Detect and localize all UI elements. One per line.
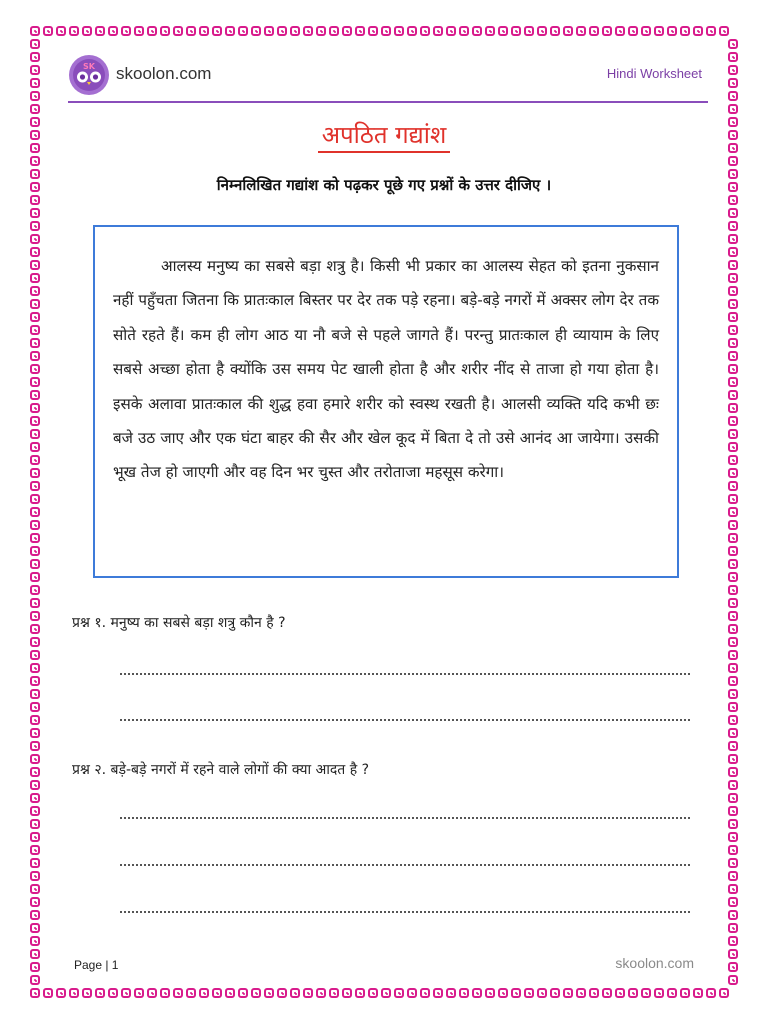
border-ornament-icon: [381, 988, 391, 998]
border-ornament-icon: [537, 26, 547, 36]
question-1: प्रश्न १. मनुष्य का सबसे बड़ा शत्रु कौन है ?: [72, 615, 286, 631]
border-ornament-icon: [30, 858, 40, 868]
border-ornament-icon: [30, 793, 40, 803]
border-ornament-icon: [30, 299, 40, 309]
border-ornament-icon: [342, 26, 352, 36]
border-ornament-icon: [728, 104, 738, 114]
border-ornament-icon: [728, 325, 738, 335]
border-ornament-icon: [420, 988, 430, 998]
border-ornament-icon: [30, 39, 40, 49]
border-ornament-icon: [693, 26, 703, 36]
border-ornament-icon: [615, 26, 625, 36]
border-ornament-icon: [728, 403, 738, 413]
border-ornament-icon: [728, 208, 738, 218]
border-ornament-icon: [30, 637, 40, 647]
border-ornament-icon: [728, 741, 738, 751]
border-ornament-icon: [186, 988, 196, 998]
question-2: प्रश्न २. बड़े-बड़े नगरों में रहने वाले लोगों की क्या आदत है ?: [72, 762, 370, 778]
border-ornament-icon: [329, 988, 339, 998]
border-ornament-icon: [225, 988, 235, 998]
border-ornament-icon: [728, 65, 738, 75]
border-ornament-icon: [69, 26, 79, 36]
border-ornament-icon: [485, 988, 495, 998]
border-ornament-icon: [728, 936, 738, 946]
border-ornament-icon: [728, 260, 738, 270]
border-ornament-icon: [303, 988, 313, 998]
border-ornament-icon: [706, 988, 716, 998]
border-ornament-icon: [251, 26, 261, 36]
border-ornament-icon: [30, 923, 40, 933]
border-ornament-icon: [264, 988, 274, 998]
border-ornament-icon: [728, 468, 738, 478]
border-ornament-icon: [472, 988, 482, 998]
border-ornament-icon: [134, 988, 144, 998]
instruction-text: निम्नलिखित गद्यांश को पढ़कर पूछे गए प्रश्नों के उत्तर दीजिए ।: [216, 176, 552, 194]
border-ornament-icon: [680, 26, 690, 36]
border-ornament-icon: [728, 429, 738, 439]
answer-line-q2-1[interactable]: [120, 817, 690, 819]
border-ornament-icon: [147, 26, 157, 36]
border-ornament-icon: [728, 52, 738, 62]
border-ornament-icon: [30, 884, 40, 894]
passage-box: [93, 225, 679, 578]
border-ornament-icon: [30, 533, 40, 543]
border-ornament-icon: [602, 988, 612, 998]
border-ornament-icon: [30, 364, 40, 374]
border-ornament-icon: [728, 689, 738, 699]
border-ornament-icon: [30, 819, 40, 829]
border-ornament-icon: [199, 26, 209, 36]
border-ornament-icon: [173, 26, 183, 36]
border-ornament-icon: [615, 988, 625, 998]
border-ornament-icon: [728, 377, 738, 387]
border-ornament-icon: [728, 793, 738, 803]
border-ornament-icon: [30, 351, 40, 361]
border-ornament-icon: [342, 988, 352, 998]
border-ornament-icon: [30, 598, 40, 608]
footer-site: skoolon.com: [615, 955, 694, 971]
border-ornament-icon: [728, 442, 738, 452]
border-ornament-icon: [30, 767, 40, 777]
border-ornament-icon: [30, 715, 40, 725]
border-ornament-icon: [394, 26, 404, 36]
border-ornament-icon: [472, 26, 482, 36]
border-ornament-icon: [728, 338, 738, 348]
border-ornament-icon: [30, 26, 40, 36]
border-ornament-icon: [30, 325, 40, 335]
border-ornament-icon: [82, 988, 92, 998]
border-ornament-icon: [30, 676, 40, 686]
border-ornament-icon: [728, 507, 738, 517]
border-ornament-icon: [186, 26, 196, 36]
border-ornament-icon: [728, 585, 738, 595]
border-ornament-icon: [728, 286, 738, 296]
border-ornament-icon: [576, 988, 586, 998]
border-ornament-icon: [511, 26, 521, 36]
border-ornament-icon: [728, 78, 738, 88]
border-ornament-icon: [628, 26, 638, 36]
border-ornament-icon: [446, 988, 456, 998]
footer-page-number: Page | 1: [74, 958, 119, 972]
border-ornament-icon: [728, 897, 738, 907]
border-ornament-icon: [290, 988, 300, 998]
logo-text: SK: [83, 62, 95, 71]
border-ornament-icon: [30, 403, 40, 413]
border-ornament-icon: [30, 91, 40, 101]
border-ornament-icon: [329, 26, 339, 36]
border-ornament-icon: [728, 819, 738, 829]
border-ornament-icon: [728, 390, 738, 400]
border-ornament-icon: [95, 988, 105, 998]
border-ornament-icon: [277, 988, 287, 998]
border-ornament-icon: [719, 988, 729, 998]
border-ornament-icon: [728, 702, 738, 712]
border-ornament-icon: [728, 494, 738, 504]
border-ornament-icon: [728, 299, 738, 309]
border-ornament-icon: [30, 377, 40, 387]
answer-line-q2-2[interactable]: [120, 864, 690, 866]
border-ornament-icon: [30, 832, 40, 842]
border-ornament-icon: [30, 312, 40, 322]
border-ornament-icon: [264, 26, 274, 36]
border-ornament-icon: [134, 26, 144, 36]
border-ornament-icon: [728, 923, 738, 933]
border-ornament-icon: [550, 26, 560, 36]
border-ornament-icon: [563, 988, 573, 998]
border-ornament-icon: [667, 26, 677, 36]
border-ornament-icon: [30, 546, 40, 556]
border-ornament-icon: [602, 26, 612, 36]
border-ornament-icon: [30, 728, 40, 738]
border-ornament-icon: [30, 247, 40, 257]
border-ornament-icon: [147, 988, 157, 998]
border-ornament-icon: [212, 988, 222, 998]
border-ornament-icon: [728, 559, 738, 569]
border-ornament-icon: [628, 988, 638, 998]
border-ornament-icon: [43, 988, 53, 998]
border-ornament-icon: [30, 52, 40, 62]
border-ornament-icon: [728, 949, 738, 959]
border-ornament-icon: [290, 26, 300, 36]
border-ornament-icon: [69, 988, 79, 998]
border-ornament-icon: [30, 78, 40, 88]
border-ornament-icon: [30, 65, 40, 75]
border-ornament-icon: [728, 273, 738, 283]
border-ornament-icon: [728, 715, 738, 725]
border-ornament-icon: [433, 26, 443, 36]
border-ornament-icon: [728, 884, 738, 894]
border-ornament-icon: [498, 988, 508, 998]
border-ornament-icon: [56, 26, 66, 36]
border-ornament-icon: [95, 26, 105, 36]
border-ornament-icon: [30, 741, 40, 751]
border-ornament-icon: [459, 26, 469, 36]
border-ornament-icon: [30, 273, 40, 283]
border-ornament-icon: [30, 962, 40, 972]
border-ornament-icon: [654, 26, 664, 36]
border-ornament-icon: [728, 598, 738, 608]
border-ornament-icon: [728, 624, 738, 634]
border-ornament-icon: [30, 429, 40, 439]
answer-line-q1-1[interactable]: [120, 673, 690, 675]
border-ornament-icon: [30, 221, 40, 231]
border-ornament-icon: [368, 26, 378, 36]
border-ornament-icon: [728, 39, 738, 49]
border-ornament-icon: [728, 676, 738, 686]
border-ornament-icon: [173, 988, 183, 998]
border-ornament-icon: [728, 156, 738, 166]
border-ornament-icon: [728, 663, 738, 673]
border-ornament-icon: [30, 442, 40, 452]
border-ornament-icon: [30, 260, 40, 270]
border-ornament-icon: [728, 845, 738, 855]
border-ornament-icon: [524, 26, 534, 36]
border-ornament-icon: [30, 494, 40, 504]
border-ornament-icon: [30, 988, 40, 998]
border-ornament-icon: [238, 26, 248, 36]
border-ornament-icon: [160, 26, 170, 36]
border-ornament-icon: [728, 416, 738, 426]
border-ornament-icon: [108, 988, 118, 998]
border-ornament-icon: [30, 689, 40, 699]
border-ornament-icon: [43, 26, 53, 36]
border-ornament-icon: [589, 26, 599, 36]
border-ornament-icon: [589, 988, 599, 998]
border-ornament-icon: [316, 26, 326, 36]
border-ornament-icon: [728, 780, 738, 790]
border-ornament-icon: [303, 26, 313, 36]
border-ornament-icon: [30, 754, 40, 764]
border-ornament-icon: [30, 234, 40, 244]
border-ornament-icon: [407, 988, 417, 998]
border-ornament-icon: [524, 988, 534, 998]
border-ornament-icon: [30, 663, 40, 673]
border-ornament-icon: [30, 195, 40, 205]
border-ornament-icon: [108, 26, 118, 36]
border-ornament-icon: [225, 26, 235, 36]
border-ornament-icon: [728, 455, 738, 465]
border-ornament-icon: [706, 26, 716, 36]
border-ornament-icon: [30, 390, 40, 400]
border-ornament-icon: [498, 26, 508, 36]
border-ornament-icon: [355, 988, 365, 998]
border-ornament-icon: [30, 624, 40, 634]
border-ornament-icon: [459, 988, 469, 998]
border-ornament-icon: [420, 26, 430, 36]
header: [68, 52, 708, 102]
border-ornament-icon: [728, 871, 738, 881]
border-ornament-icon: [728, 481, 738, 491]
border-ornament-icon: [30, 650, 40, 660]
border-ornament-icon: [728, 962, 738, 972]
border-ornament-icon: [30, 507, 40, 517]
border-ornament-icon: [30, 806, 40, 816]
border-ornament-icon: [446, 26, 456, 36]
border-ornament-icon: [56, 988, 66, 998]
border-ornament-icon: [30, 871, 40, 881]
header-divider: [68, 101, 708, 103]
border-ornament-icon: [728, 351, 738, 361]
border-ornament-icon: [728, 611, 738, 621]
page-title: अपठित गद्यांश: [318, 121, 451, 153]
border-ornament-icon: [667, 988, 677, 998]
border-ornament-icon: [680, 988, 690, 998]
border-ornament-icon: [30, 208, 40, 218]
border-ornament-icon: [728, 221, 738, 231]
border-ornament-icon: [563, 26, 573, 36]
border-ornament-icon: [30, 481, 40, 491]
border-ornament-icon: [368, 988, 378, 998]
border-ornament-icon: [511, 988, 521, 998]
border-ornament-icon: [394, 988, 404, 998]
border-ornament-icon: [30, 936, 40, 946]
border-ornament-icon: [719, 26, 729, 36]
border-ornament-icon: [160, 988, 170, 998]
border-ornament-icon: [199, 988, 209, 998]
border-ornament-icon: [728, 520, 738, 530]
border-ornament-icon: [728, 91, 738, 101]
border-ornament-icon: [121, 988, 131, 998]
border-ornament-icon: [728, 533, 738, 543]
border-ornament-icon: [728, 650, 738, 660]
border-ornament-icon: [728, 858, 738, 868]
owl-logo-icon: [68, 54, 110, 96]
border-ornament-icon: [30, 520, 40, 530]
border-ornament-icon: [30, 338, 40, 348]
border-ornament-icon: [30, 702, 40, 712]
border-ornament-icon: [728, 728, 738, 738]
border-ornament-icon: [30, 416, 40, 426]
border-ornament-icon: [316, 988, 326, 998]
border-ornament-icon: [30, 572, 40, 582]
answer-line-q2-3[interactable]: [120, 911, 690, 913]
border-ornament-icon: [251, 988, 261, 998]
border-ornament-icon: [728, 767, 738, 777]
answer-line-q1-2[interactable]: [120, 719, 690, 721]
border-ornament-icon: [30, 975, 40, 985]
border-ornament-icon: [30, 780, 40, 790]
border-ornament-icon: [355, 26, 365, 36]
border-ornament-icon: [82, 26, 92, 36]
border-ornament-icon: [30, 585, 40, 595]
border-ornament-icon: [576, 26, 586, 36]
border-ornament-icon: [728, 195, 738, 205]
border-ornament-icon: [407, 26, 417, 36]
border-ornament-icon: [238, 988, 248, 998]
border-ornament-icon: [30, 156, 40, 166]
border-ornament-icon: [728, 832, 738, 842]
border-ornament-icon: [728, 234, 738, 244]
border-ornament-icon: [728, 364, 738, 374]
border-ornament-icon: [728, 975, 738, 985]
page-title-wrap: [0, 118, 768, 151]
border-ornament-icon: [728, 806, 738, 816]
border-ornament-icon: [728, 754, 738, 764]
border-ornament-icon: [30, 910, 40, 920]
border-ornament-icon: [30, 845, 40, 855]
border-ornament-icon: [728, 247, 738, 257]
border-ornament-icon: [277, 26, 287, 36]
brand-name: skoolon.com: [116, 64, 212, 83]
border-ornament-icon: [485, 26, 495, 36]
border-ornament-icon: [537, 988, 547, 998]
border-ornament-icon: [381, 26, 391, 36]
border-ornament-icon: [641, 26, 651, 36]
border-ornament-icon: [693, 988, 703, 998]
border-ornament-icon: [728, 312, 738, 322]
border-ornament-icon: [30, 468, 40, 478]
passage-text: आलस्य मनुष्य का सबसे बड़ा शत्रु है। किसी भी प्रकार का आलस्य सेहत को इतना नुकसान नहीं पहुँचता जितना कि प्रातःकाल बिस्तर पर देर तक पड़े रहना। बड़े-बड़े नगरों में अक्सर लोग देर तक सोते रहते हैं। कम ही लोग आठ या नौ बजे से पहले जागते हैं। परन्तु प्रातःकाल ही व्यायाम के लिए सबसे अच्छा होता है क्योंकि उस समय पेट खाली होता है और शरीर नींद से ताजा हो गया होता है। इसके अलावा प्रातःकाल की शुद्ध हवा हमारे शरीर को स्वस्थ रखती है। आलसी व्यक्ति यदि कभी छः बजे उठ जाए और एक घंटा बाहर की सैर और खेल कूद में बिता दे तो उसे आनंद आ जायेगा। उसकी भूख तेज हो जाएगी और वह दिन भर चुस्त और तरोताजा महसूस करेगा।: [113, 257, 659, 482]
border-ornament-icon: [30, 897, 40, 907]
border-ornament-icon: [641, 988, 651, 998]
border-ornament-icon: [550, 988, 560, 998]
border-ornament-icon: [212, 26, 222, 36]
border-ornament-icon: [30, 104, 40, 114]
border-ornament-icon: [30, 611, 40, 621]
border-ornament-icon: [728, 637, 738, 647]
border-ornament-icon: [30, 455, 40, 465]
border-ornament-icon: [121, 26, 131, 36]
border-ornament-icon: [728, 910, 738, 920]
worksheet-label: Hindi Worksheet: [606, 66, 702, 81]
border-ornament-icon: [728, 546, 738, 556]
border-ornament-icon: [433, 988, 443, 998]
border-ornament-icon: [654, 988, 664, 998]
border-ornament-icon: [728, 572, 738, 582]
border-ornament-icon: [30, 559, 40, 569]
border-ornament-icon: [30, 949, 40, 959]
border-ornament-icon: [30, 286, 40, 296]
